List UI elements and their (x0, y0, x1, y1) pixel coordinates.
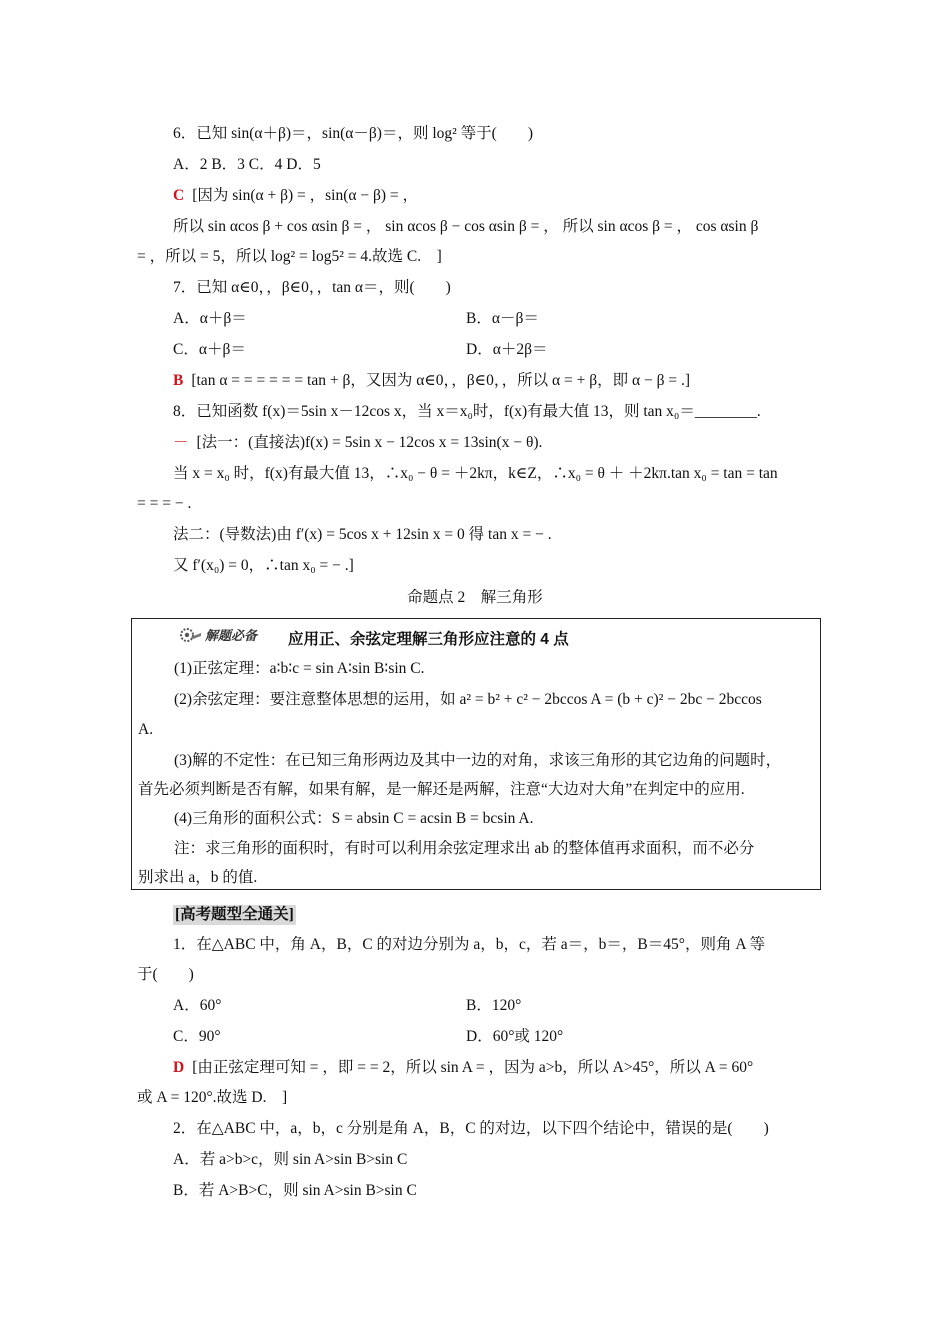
section-title: 命题点 2 解三角形 (407, 589, 543, 606)
p1-option-d: D．60°或 120° (466, 1028, 564, 1045)
q7-stem: 7．已知 α∈0，，β∈0，，tan α＝，则( ) (173, 279, 451, 296)
box-point-1: (1)正弦定理：a∶b∶c = sin A∶sin B∶sin C. (174, 660, 425, 677)
q6-explain-1: [因为 sin(α + β) = ，sin(α − β) = ， (192, 187, 419, 204)
q8-explain-5: 又 f′(x₀) = 0，∴tan x₀ = − .] (173, 557, 354, 574)
box-point-2-cont: A. (138, 721, 154, 738)
q6-answer (173, 186, 418, 206)
p1-option-c: C．90° (173, 1028, 221, 1045)
tips-box (131, 618, 821, 890)
box-note: 注：求三角形的面积时，有时可以利用余弦定理求出 ab 的整体值再求面积，而不必分 (174, 840, 755, 857)
q8-explain-2: 当 x = x₀ 时，f(x)有最大值 13，∴x₀ − θ = ＋2kπ，k∈Z，∴x₀ = θ ＋ ＋2kπ.tan x₀ = tan = tan (173, 465, 778, 482)
p1-explain-2: 或 A = 120°.故选 D. ] (137, 1089, 288, 1106)
tips-badge (179, 625, 257, 644)
q6-stem: 6．已知 sin(α＋β)＝，sin(α－β)＝，则 log² 等于( ) (173, 125, 533, 142)
q8-answer (173, 433, 542, 453)
q7-option-d: D．α＋2β＝ (466, 341, 548, 358)
q7-option-c: C．α＋β＝ (173, 341, 246, 358)
q7-answer (173, 371, 690, 391)
q6-explain-2: 所以 sin αcos β + cos αsin β = ， sin αcos β − cos αsin β = ， 所以 sin αcos β = ， cos αsin β (173, 218, 759, 235)
answer-letter: － (173, 434, 189, 451)
badge-label: 解题必备 (205, 628, 258, 643)
section-tag: [高考题型全通关] (175, 906, 294, 923)
p1-stem: 1．在△ABC 中，角 A，B，C 的对边分别为 a，b，c，若 a＝，b＝，B＝45°，则角 A 等 (173, 936, 766, 953)
q6-explain-3: = ，所以 = 5，所以 log² = log5² = 4.故选 C. ] (137, 248, 442, 265)
p1-answer (173, 1058, 753, 1078)
answer-letter: B (173, 372, 184, 389)
p1-explain-1: [由正弦定理可知 = ，即 = = 2，所以 sin A = ，因为 a>b，所以 A>45°，所以 A = 60° (192, 1059, 754, 1076)
p2-option-a: A．若 a>b>c，则 sin A>sin B>sin C (173, 1151, 408, 1168)
p1-option-b: B．120° (466, 997, 522, 1014)
q8-explain-4: 法二：(导数法)由 f′(x) = 5cos x + 12sin x = 0 得 tan x = − . (173, 526, 552, 543)
gear-hand-icon (179, 627, 203, 643)
answer-letter: D (173, 1059, 185, 1076)
box-title: 应用正、余弦定理解三角形应注意的 4 点 (288, 631, 569, 648)
q7-option-b: B．α－β＝ (466, 310, 539, 327)
box-point-4: (4)三角形的面积公式：S = absin C = acsin B = bcsin A. (174, 810, 534, 827)
box-point-3: (3)解的不定性：在已知三角形两边及其中一边的对角，求该三角形的其它边角的问题时， (174, 752, 782, 769)
p2-option-b: B．若 A>B>C，则 sin A>sin B>sin C (173, 1182, 417, 1199)
q7-option-a: A．α＋β＝ (173, 310, 247, 327)
q8-explain-3: = = = − . (137, 495, 192, 512)
answer-letter: C (173, 187, 185, 204)
q8-explain-1: [法一：(直接法)f(x) = 5sin x − 12cos x = 13sin(x − θ). (196, 434, 543, 451)
p1-option-a: A．60° (173, 997, 222, 1014)
q7-explain: [tan α = = = = = = tan + β，又因为 α∈0，，β∈0，，所以 α = + β，即 α − β = .] (191, 372, 691, 389)
q8-stem: 8．已知函数 f(x)＝5sin x－12cos x，当 x＝x₀时，f(x)有最大值 13，则 tan x₀＝________. (173, 403, 761, 420)
p1-stem-cont: 于( ) (137, 966, 194, 983)
box-note-cont: 别求出 a，b 的值. (138, 869, 258, 886)
p2-stem: 2．在△ABC 中，a，b，c 分别是角 A，B，C 的对边，以下四个结论中，错误的是( ) (173, 1120, 769, 1137)
q6-options: A．2 B．3 C．4 D．5 (173, 156, 321, 173)
box-point-2: (2)余弦定理：要注意整体思想的运用，如 a² = b² + c² − 2bccos A = (b + c)² − 2bc − 2bccos (174, 691, 762, 708)
box-point-3-cont: 首先必须判断是否有解，如果有解，是一解还是两解，注意“大边对大角”在判定中的应用. (138, 781, 745, 798)
